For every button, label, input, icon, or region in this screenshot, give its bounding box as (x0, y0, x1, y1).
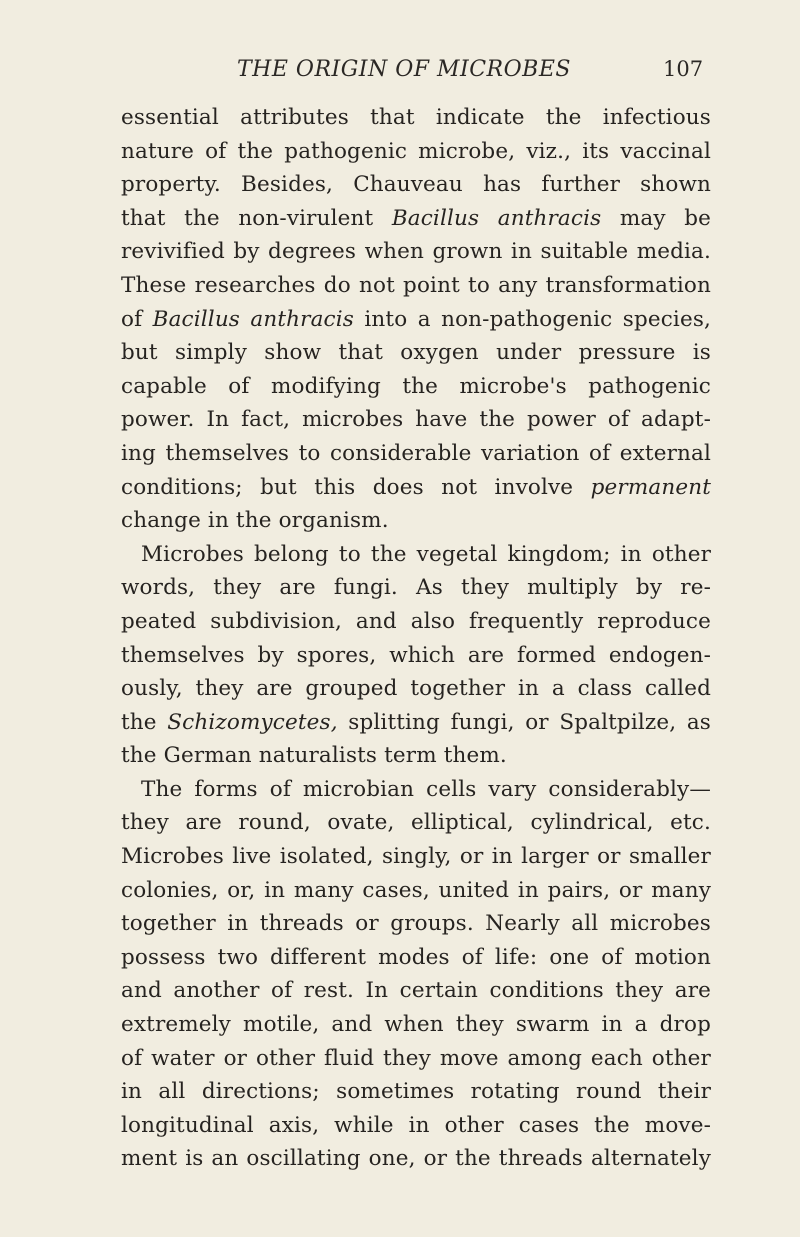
text-line (121, 538, 711, 572)
italic-text: Bacillus anthracis (152, 306, 354, 332)
text-segment: power. In fact, microbes have the power of adapt- (121, 407, 711, 433)
text-line (121, 773, 711, 807)
text-segment: Microbes belong to the vegetal kingdom; in other (141, 541, 711, 567)
text-line (121, 806, 711, 840)
text-line (121, 907, 711, 941)
text-line (121, 1042, 711, 1076)
text-segment: extremely motile, and when they swarm in a drop (121, 1012, 711, 1038)
italic-text: Schizomycetes, (167, 709, 338, 735)
text-segment: nature of the pathogenic microbe, viz., its vaccinal (121, 138, 711, 164)
text-segment: essential attributes that indicate the infectious (121, 105, 711, 130)
text-segment: The forms of microbian cells vary considerably— (141, 776, 711, 802)
text-line (121, 370, 711, 404)
text-segment: These researches do not point to any transformation (121, 272, 711, 298)
text-segment: ously, they are grouped together in a class called (121, 676, 711, 702)
text-segment: and another of rest. In certain conditions they are (121, 978, 711, 1004)
text-segment: capable of modifying the microbe's pathogenic (121, 373, 711, 399)
text-line (121, 706, 711, 740)
text-line (121, 840, 711, 874)
text-segment: themselves by spores, which are formed endogen- (121, 642, 711, 668)
text-line (121, 639, 711, 673)
italic-text: permanent (590, 474, 711, 500)
text-line (121, 202, 711, 236)
text-line (121, 1142, 711, 1176)
text-line (121, 403, 711, 437)
text-segment: splitting fungi, or Spaltpilze, as (337, 709, 711, 735)
text-line (121, 269, 711, 303)
running-head (0, 57, 800, 87)
text-segment: into a non-pathogenic species, (353, 306, 712, 332)
text-segment: longitudinal axis, while in other cases the move- (121, 1112, 711, 1138)
text-segment: of water or other fluid they move among each other (121, 1045, 711, 1071)
text-line (121, 1008, 711, 1042)
text-line (121, 168, 711, 202)
text-segment: of (121, 306, 153, 332)
text-segment: revivified by degrees when grown in suitable media. (121, 239, 711, 265)
text-line (121, 1075, 711, 1109)
text-segment: they are round, ovate, elliptical, cylindrical, etc. (121, 810, 711, 836)
text-segment: ing themselves to considerable variation of external (121, 440, 711, 466)
text-segment: that the non-virulent (121, 205, 392, 231)
text-line (121, 504, 711, 538)
italic-text: Bacillus anthracis (391, 205, 602, 231)
text-segment: possess two different modes of life: one of motion (121, 944, 711, 970)
text-segment: colonies, or, in many cases, united in pairs, or many (121, 877, 711, 903)
text-line (121, 303, 711, 337)
text-line (121, 571, 711, 605)
text-line (121, 101, 711, 135)
text-segment: may be (601, 205, 711, 231)
text-line (121, 135, 711, 169)
page-number: 107 (663, 57, 704, 81)
text-segment: peated subdivision, and also frequently reproduce (121, 608, 711, 634)
text-segment: property. Besides, Chauveau has further shown (121, 172, 711, 198)
text-line (121, 471, 711, 505)
text-segment: conditions; but this does not involve (121, 474, 591, 500)
text-segment: words, they are fungi. As they multiply by re- (121, 575, 711, 601)
text-line (121, 437, 711, 471)
text-line (121, 739, 711, 773)
text-segment: the (121, 709, 168, 735)
text-line (121, 235, 711, 269)
text-segment: but simply show that oxygen under pressure is (121, 340, 711, 366)
text-segment: change in the organism. (121, 508, 389, 534)
text-line (121, 874, 711, 908)
text-line (121, 336, 711, 370)
text-segment: in all directions; sometimes rotating round their (121, 1079, 711, 1105)
body-text (121, 101, 711, 1176)
text-segment: Microbes live isolated, singly, or in larger or smaller (121, 844, 711, 870)
text-line (121, 941, 711, 975)
text-segment: ment is an oscillating one, or the threads alternately (121, 1146, 711, 1172)
text-line (121, 1109, 711, 1143)
text-line (121, 605, 711, 639)
text-segment: the German naturalists term them. (121, 743, 507, 769)
text-line (121, 672, 711, 706)
running-title: THE ORIGIN OF MICROBES (237, 57, 571, 82)
text-segment: together in threads or groups. Nearly all microbes (121, 911, 711, 937)
text-line (121, 974, 711, 1008)
